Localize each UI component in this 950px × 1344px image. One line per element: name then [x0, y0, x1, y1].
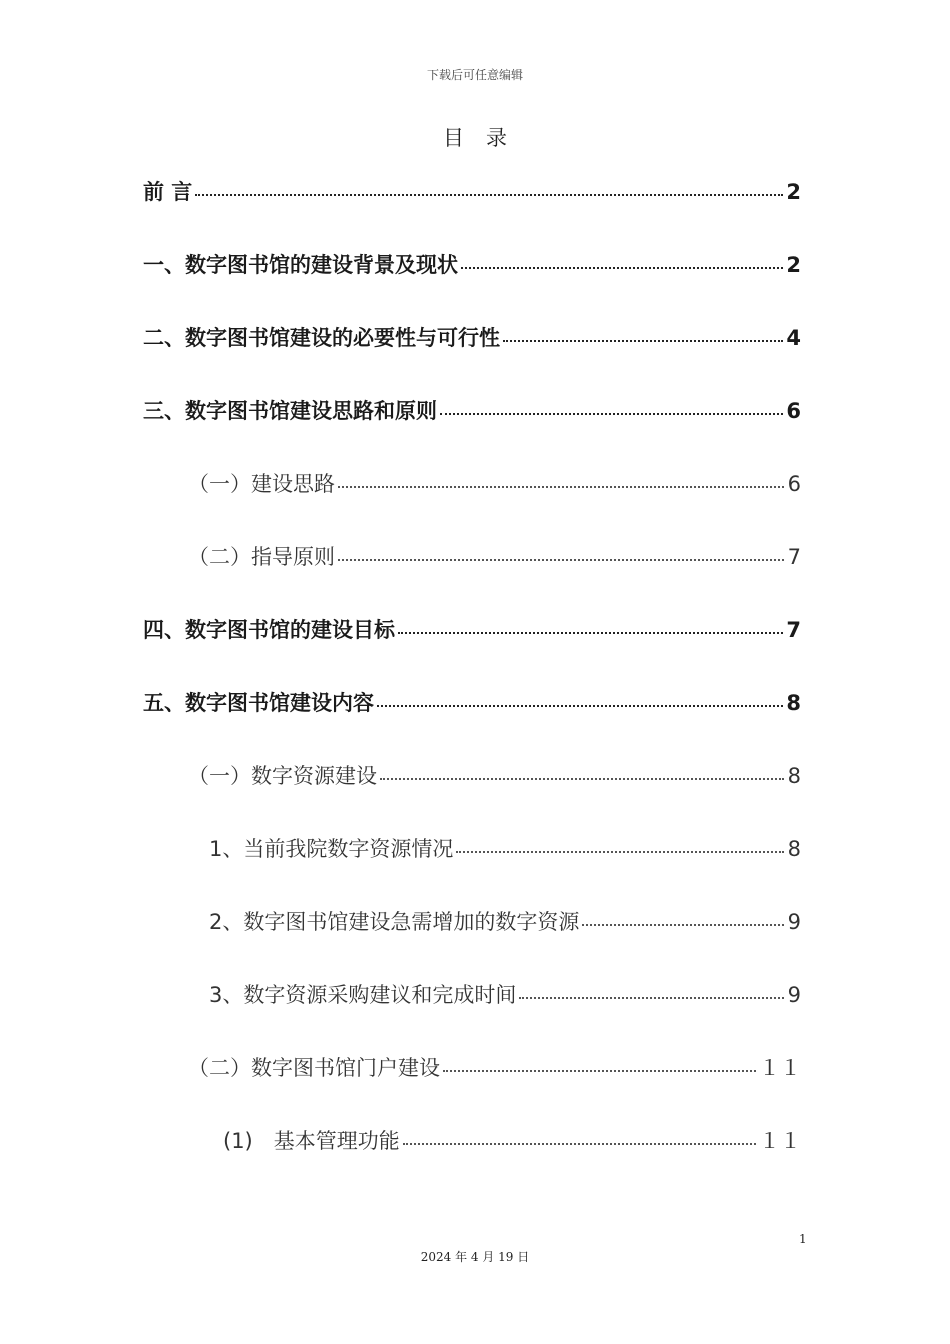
- toc-entry-chapter-5[interactable]: [143, 681, 801, 754]
- footer-date: 2024 年 4 月 19 日: [420, 1250, 530, 1264]
- toc-entry-chapter-4[interactable]: [143, 608, 801, 681]
- toc-entry-item-3[interactable]: [143, 973, 801, 1046]
- toc-entry-label: （二）指导原则: [188, 545, 335, 569]
- toc-entry-section-5-1[interactable]: [143, 754, 801, 827]
- toc-entry-page: 2: [786, 253, 801, 277]
- toc-entry-label: 3、数字资源采购建议和完成时间: [209, 983, 517, 1007]
- toc-entry-page: 2: [786, 180, 801, 204]
- dot-leader: [338, 535, 784, 561]
- toc-entry-page: 9: [787, 910, 801, 934]
- dot-leader: [519, 973, 784, 999]
- toc-entry-chapter-1[interactable]: [143, 243, 801, 316]
- toc-entry-page: 8: [787, 837, 801, 861]
- dot-leader: [503, 316, 783, 342]
- dot-leader: [582, 900, 784, 926]
- toc-entry-page: 6: [787, 472, 801, 496]
- toc-entry-preface[interactable]: [143, 170, 801, 243]
- toc-entry-label: 前 言: [143, 180, 193, 204]
- toc-entry-page: 6: [786, 399, 801, 423]
- toc-entry-page: 4: [786, 326, 801, 350]
- toc-entry-chapter-2[interactable]: [143, 316, 801, 389]
- toc-entry-label: 三、数字图书馆建设思路和原则: [143, 399, 437, 423]
- toc-entry-label: （一）建设思路: [188, 472, 335, 496]
- header-note: 下载后可任意编辑: [426, 68, 523, 82]
- table-of-contents: [143, 170, 801, 1192]
- dot-leader: [377, 681, 783, 707]
- toc-entry-label: 一、数字图书馆的建设背景及现状: [143, 253, 458, 277]
- toc-entry-label: 二、数字图书馆建设的必要性与可行性: [143, 326, 500, 350]
- dot-leader: [403, 1119, 756, 1145]
- dot-leader: [461, 243, 783, 269]
- dot-leader: [338, 462, 784, 488]
- toc-entry-page: 7: [786, 618, 801, 642]
- toc-entry-page: 8: [786, 691, 801, 715]
- toc-entry-label: (1) 基本管理功能: [223, 1129, 400, 1153]
- toc-entry-subitem-1[interactable]: [143, 1119, 801, 1192]
- toc-entry-label: 2、数字图书馆建设急需增加的数字资源: [209, 910, 580, 934]
- toc-entry-page: 9: [787, 983, 801, 1007]
- dot-leader: [456, 827, 784, 853]
- toc-entry-section-5-2[interactable]: [143, 1046, 801, 1119]
- toc-entry-section-3-1[interactable]: [143, 462, 801, 535]
- toc-entry-label: （一）数字资源建设: [188, 764, 377, 788]
- dot-leader: [380, 754, 784, 780]
- toc-entry-page: 8: [787, 764, 801, 788]
- toc-entry-section-3-2[interactable]: [143, 535, 801, 608]
- toc-entry-page: 7: [787, 545, 801, 569]
- toc-entry-label: 五、数字图书馆建设内容: [143, 691, 374, 715]
- toc-entry-label: 1、当前我院数字资源情况: [209, 837, 454, 861]
- dot-leader: [398, 608, 783, 634]
- toc-entry-chapter-3[interactable]: [143, 389, 801, 462]
- dot-leader: [195, 170, 783, 196]
- toc-title: 目录: [443, 126, 529, 150]
- page-number: 1: [799, 1232, 807, 1246]
- toc-entry-label: 四、数字图书馆的建设目标: [143, 618, 395, 642]
- toc-entry-item-1[interactable]: [143, 827, 801, 900]
- toc-entry-item-2[interactable]: [143, 900, 801, 973]
- dot-leader: [440, 389, 783, 415]
- toc-entry-page: １１: [759, 1129, 801, 1153]
- dot-leader: [443, 1046, 756, 1072]
- toc-entry-page: １１: [759, 1056, 801, 1080]
- toc-entry-label: （二）数字图书馆门户建设: [188, 1056, 440, 1080]
